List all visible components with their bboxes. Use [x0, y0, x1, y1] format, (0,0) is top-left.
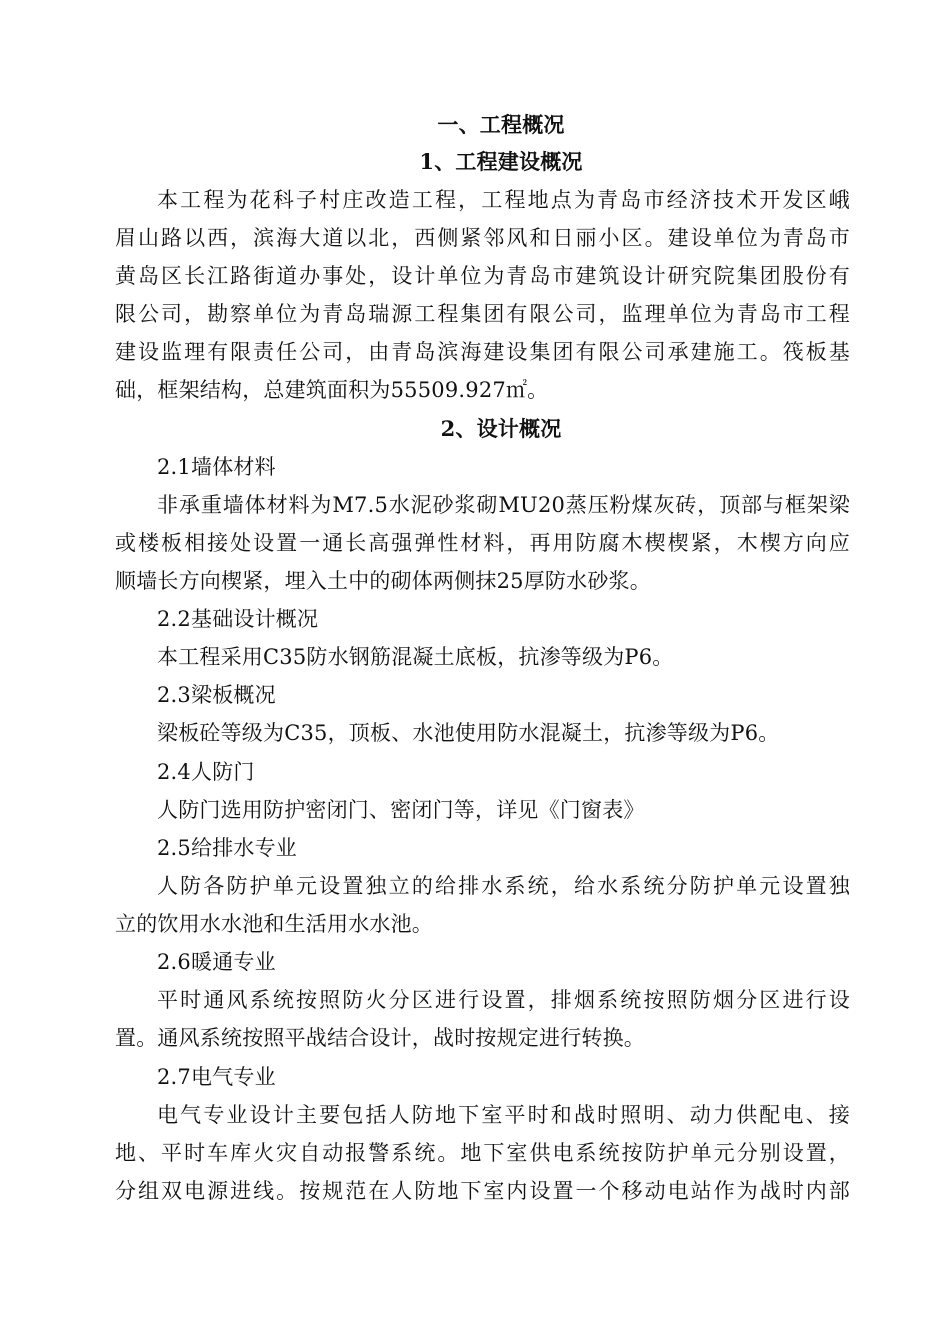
item-title-wall: 2.1墙体材料 — [157, 455, 276, 479]
item-title-door: 2.4人防门 — [157, 760, 255, 784]
paragraph-line: 立的饮用水水池和生活用水水池。 — [115, 912, 433, 936]
paragraph-line: 非承重墙体材料为M7.5水泥砂浆砌MU20蒸压粉煤灰砖，顶部与框架梁 — [157, 493, 850, 517]
item-title-hvac: 2.6暖通专业 — [157, 950, 276, 974]
paragraph-line: 人防各防护单元设置独立的给排水系统，给水系统分防护单元设置独 — [157, 874, 850, 898]
paragraph-line: 黄岛区长江路街道办事处，设计单位为青岛市建筑设计研究院集团股份有 — [115, 264, 850, 288]
paragraph-line: 建设监理有限责任公司，由青岛滨海建设集团有限公司承建施工。筏板基 — [115, 340, 850, 364]
subsection-heading-1: 1、工程建设概况 — [419, 149, 583, 174]
paragraph-line: 地、平时车库火灾自动报警系统。地下室供电系统按防护单元分别设置， — [115, 1141, 850, 1165]
section-title: 一、工程概况 — [437, 112, 565, 137]
paragraph-line: 或楼板相接处设置一通长高强弹性材料，再用防腐木楔楔紧，木楔方向应 — [115, 531, 850, 555]
paragraph-line: 顺墙长方向楔紧，埋入土中的砌体两侧抹25厚防水砂浆。 — [115, 569, 651, 593]
paragraph-line: 本工程为花科子村庄改造工程，工程地点为青岛市经济技术开发区峨 — [157, 188, 850, 212]
paragraph-line: 础，框架结构，总建筑面积为55509.927㎡。 — [115, 378, 549, 402]
item-title-beam: 2.3梁板概况 — [157, 683, 276, 707]
item-title-foundation: 2.2基础设计概况 — [157, 607, 319, 631]
paragraph-line: 眉山路以西，滨海大道以北，西侧紧邻风和日丽小区。建设单位为青岛市 — [115, 226, 850, 250]
paragraph-line: 电气专业设计主要包括人防地下室平时和战时照明、动力供配电、接 — [157, 1103, 850, 1127]
paragraph-line: 限公司，勘察单位为青岛瑞源工程集团有限公司，监理单位为青岛市工程 — [115, 302, 850, 326]
paragraph-line: 本工程采用C35防水钢筋混凝土底板，抗渗等级为P6。 — [157, 645, 674, 669]
subsection-heading-2: 2、设计概况 — [440, 416, 562, 441]
paragraph-line: 分组双电源进线。按规范在人防地下室内设置一个移动电站作为战时内部 — [115, 1179, 850, 1203]
paragraph-line: 人防门选用防护密闭门、密闭门等，详见《门窗表》 — [157, 798, 645, 822]
item-title-electrical: 2.7电气专业 — [157, 1065, 276, 1089]
paragraph-line: 平时通风系统按照防火分区进行设置，排烟系统按照防烟分区进行设 — [157, 988, 850, 1012]
item-title-water: 2.5给排水专业 — [157, 836, 297, 860]
paragraph-line: 置。通风系统按照平战结合设计，战时按规定进行转换。 — [115, 1026, 645, 1050]
paragraph-line: 梁板砼等级为C35，顶板、水池使用防水混凝土，抗渗等级为P6。 — [157, 721, 780, 745]
